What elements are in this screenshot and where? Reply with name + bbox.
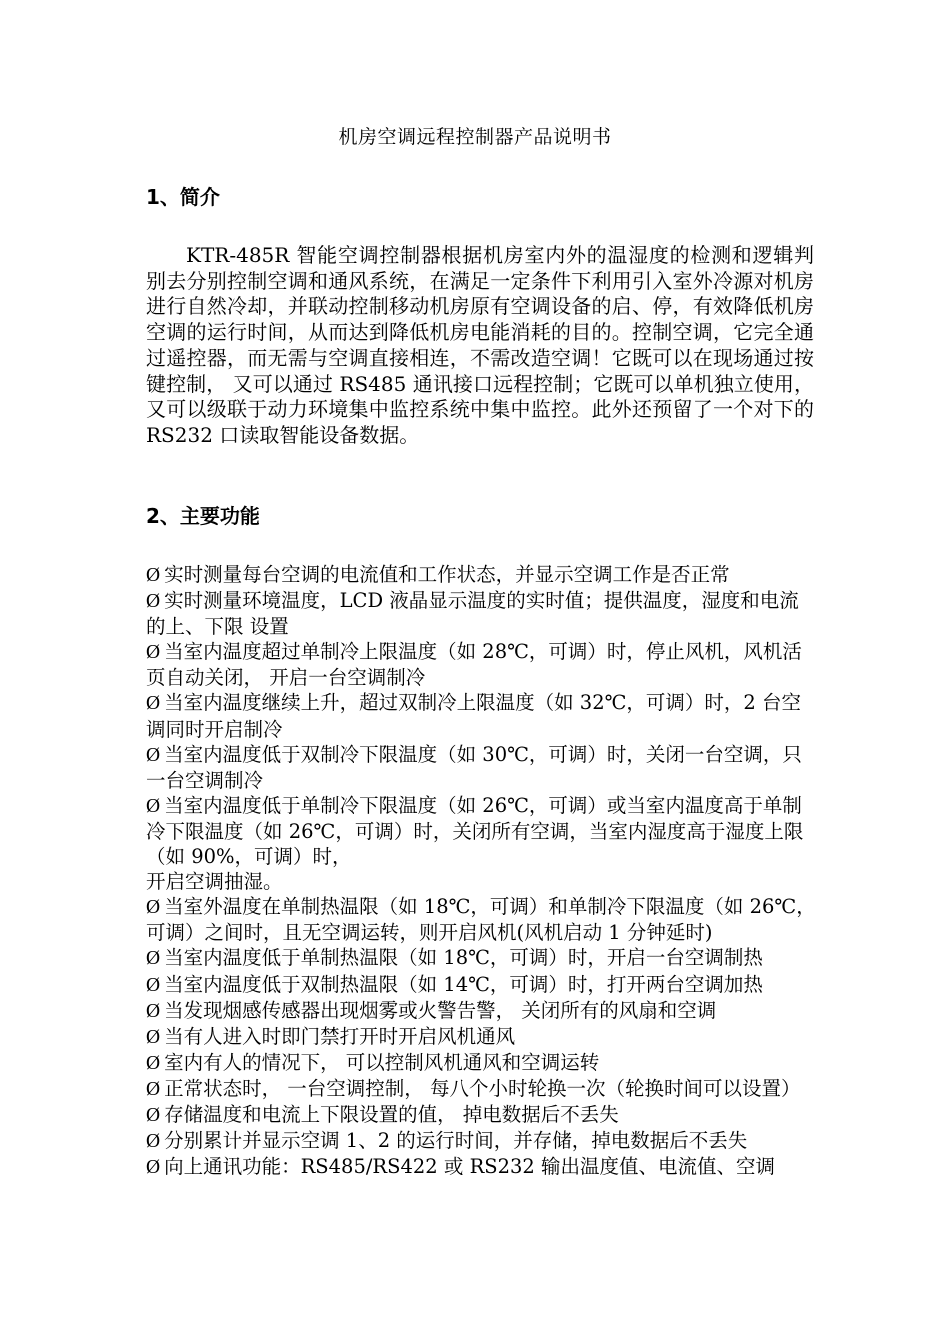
bullet-arrow-icon: Ø [146,795,161,817]
feature-text: 当室内温度继续上升，超过双制冷上限温度（如 32℃，可调）时，2 台空调同时开启制冷 [146,691,802,741]
bullet-arrow-icon: Ø [146,642,161,664]
section-heading-intro: 1、简介 [146,185,220,209]
feature-item [146,793,818,869]
feature-item [146,1102,818,1128]
feature-text: 实时测量环境温度，LCD 液晶显示温度的实时值；提供温度，湿度和电流的上、下限 设置 [146,589,799,639]
feature-text: 当室内温度低于双制热温限（如 14℃，可调）时，打开两台空调加热 [164,972,763,996]
feature-text: 分别累计并显示空调 1、2 的运行时间，并存储，掉电数据后不丢失 [164,1129,748,1153]
feature-text: 开启空调抽湿。 [146,870,283,894]
feature-item [146,562,818,588]
bullet-arrow-icon: Ø [146,897,161,919]
feature-text: 室内有人的情况下， 可以控制风机通风和空调运转 [164,1050,600,1074]
feature-text: 当室内温度低于双制冷下限温度（如 30℃，可调）时，关闭一台空调，只一台空调制冷 [146,742,802,792]
feature-continuation [146,869,818,894]
bullet-arrow-icon: Ø [146,591,161,613]
bullet-arrow-icon: Ø [146,1026,161,1048]
feature-item [146,1076,818,1102]
feature-text: 向上通讯功能：RS485/RS422 或 RS232 输出温度值、电流值、空调 [164,1155,776,1179]
bullet-arrow-icon: Ø [146,565,161,586]
bullet-arrow-icon: Ø [146,744,161,766]
feature-list [146,562,818,1180]
feature-item [146,894,818,945]
feature-item [146,945,818,971]
feature-item [146,998,818,1024]
bullet-arrow-icon: Ø [146,1078,161,1100]
feature-item [146,588,818,639]
feature-text: 当室内温度低于单制冷下限温度（如 26℃，可调）或当室内温度高于单制冷下限温度（如 26℃，可调）时，关闭所有空调，当室内湿度高于湿度上限（如 90%，可调）时， [146,793,804,869]
feature-item [146,742,818,793]
feature-text: 当室外温度在单制热温限（如 18℃，可调）和单制冷下限温度（如 26℃，可调）之间时，且无空调运转，则开启风机(风机启动 1 分钟延时) [146,895,816,945]
feature-text: 正常状态时， 一台空调控制， 每八个小时轮换一次（轮换时间可以设置） [164,1076,801,1100]
document-title: 机房空调远程控制器产品说明书 [338,126,612,148]
intro-paragraph: KTR-485R 智能空调控制器根据机房室内外的温湿度的检测和逻辑判别去分别控制空调和通风系统，在满足一定条件下利用引入室外冷源对机房进行自然冷却，并联动控制移动机房原有空调设备的启、停，有效降低机房空调的运行时间，从而达到降低机房电能消耗的目的。控制空调，它完全通过遥控器，而无需与空调直接相连，不需改造空调！它既可以在现场通过按键控制， 又可以通过 RS485 通讯接口远程控制；它既可以单机独立使用，又可以级联于动力环境集中监控系统中集中监控。此外还预留了一个对下的 RS232 口读取智能设备数据。 [146,243,814,447]
bullet-arrow-icon: Ø [146,1157,161,1179]
bullet-arrow-icon: Ø [146,1131,161,1153]
feature-item [146,1024,818,1050]
feature-item [146,1128,818,1154]
feature-item [146,1154,818,1180]
section-heading-functions: 2、主要功能 [146,504,260,528]
feature-item [146,972,818,998]
bullet-arrow-icon: Ø [146,1104,161,1126]
feature-text: 当有人进入时即门禁打开时开启风机通风 [164,1024,516,1048]
bullet-arrow-icon: Ø [146,948,161,970]
feature-text: 当发现烟感传感器出现烟雾或火警告警， 关闭所有的风扇和空调 [164,998,717,1022]
bullet-arrow-icon: Ø [146,1000,161,1022]
feature-item [146,690,818,741]
feature-text: 实时测量每台空调的电流值和工作状态，并显示空调工作是否正常 [164,563,730,586]
feature-text: 当室内温度低于单制热温限（如 18℃，可调）时，开启一台空调制热 [164,946,763,970]
feature-item [146,1050,818,1076]
feature-text: 存储温度和电流上下限设置的值， 掉电数据后不丢失 [164,1102,619,1126]
bullet-arrow-icon: Ø [146,1052,161,1074]
feature-item [146,639,818,690]
feature-text: 当室内温度超过单制冷上限温度（如 28℃，可调）时，停止风机，风机活页自动关闭， 开启一台空调制冷 [146,640,802,690]
bullet-arrow-icon: Ø [146,974,161,996]
bullet-arrow-icon: Ø [146,693,161,715]
